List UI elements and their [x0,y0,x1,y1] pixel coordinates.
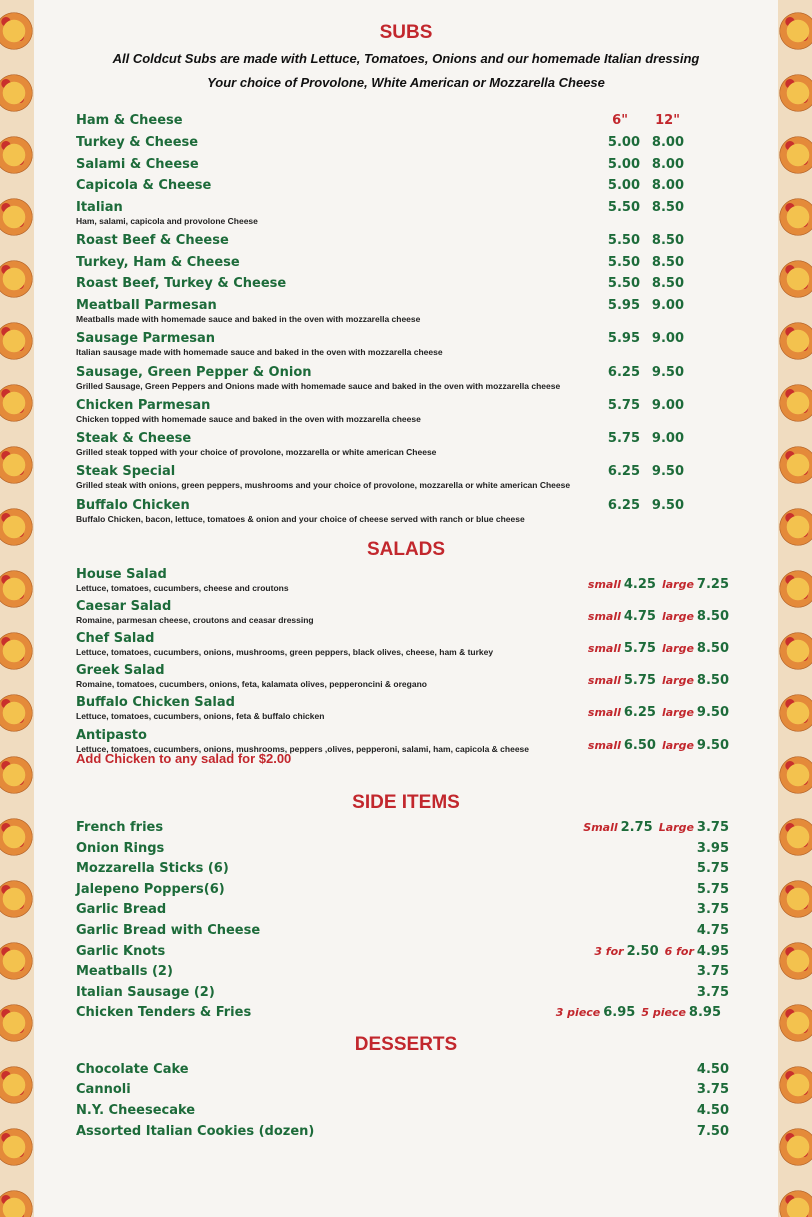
side-price-2: 8.95 [688,1005,721,1020]
dessert-price: 7.50 [696,1124,729,1139]
salad-item-desc: Lettuce, tomatoes, cucumbers, onions, mushrooms, peppers ,olives, pepperoni, salami, ham, capicola & cheese [76,744,529,754]
sub-item [76,431,732,458]
dessert-item-name: Assorted Italian Cookies (dozen) [76,1124,315,1139]
sub-item-name: Roast Beef, Turkey & Cheese [76,276,287,291]
sub-item-name: Turkey & Cheese [76,135,199,150]
dessert-item [76,1103,732,1119]
side-item-name: Chicken Tenders & Fries [76,1005,252,1020]
subs-note-2: Your choice of Provolone, White American or Mozzarella Cheese [207,75,605,90]
sub-item [76,200,732,227]
salad-item [76,695,732,722]
side-price-2: 4.75 [696,923,729,938]
side-label-2: 6 for [664,945,694,958]
sub-price-6: 6.25 [607,464,640,479]
salad-small-label: small [587,674,621,687]
salad-prices [588,673,729,689]
sub-price-12: 8.00 [651,157,684,172]
sub-price-12: 8.00 [651,178,684,193]
sub-item-name: Turkey, Ham & Cheese [76,255,240,270]
side-item-name: Italian Sausage (2) [76,985,215,1000]
salad-small-price: 5.75 [623,673,656,688]
side-prices [583,820,729,836]
sides-title: SIDE ITEMS [352,792,460,813]
sub-price-6: 6.25 [607,498,640,513]
salad-item-desc: Romaine, parmesan cheese, croutons and ceasar dressing [76,615,314,625]
sub-item-name: Italian [76,200,123,215]
dessert-item [76,1124,732,1140]
side-item-name: Jalepeno Poppers(6) [76,882,225,897]
salad-item-name: Antipasto [76,728,147,743]
salad-addon-note: Add Chicken to any salad for $2.00 [76,751,292,766]
dessert-price: 3.75 [696,1082,729,1097]
sub-price-6: 5.50 [607,255,640,270]
salad-small-label: small [587,578,621,591]
side-prices [697,882,729,898]
sub-item [76,135,732,151]
sub-item-desc: Buffalo Chicken, bacon, lettuce, tomatoes & onion and your choice of cheese served with ranch or blue cheese [76,514,525,524]
side-label-1: Small [583,821,618,834]
sub-item-name: Meatball Parmesan [76,298,217,313]
side-item [76,820,732,836]
sub-item-name: Sausage Parmesan [76,331,216,346]
salad-small-price: 5.75 [623,641,656,656]
side-item [76,985,732,1001]
side-price-2: 4.95 [696,944,729,959]
salad-small-price: 6.25 [623,705,656,720]
dessert-item-name: Chocolate Cake [76,1062,189,1077]
sub-item [76,157,732,173]
side-price-2: 3.75 [696,820,729,835]
salad-item-name: House Salad [76,567,167,582]
subs-note-1: All Coldcut Subs are made with Lettuce, Tomatoes, Onions and our homemade Italian dressing [112,51,700,66]
sub-item-desc: Grilled Sausage, Green Peppers and Onions made with homemade sauce and baked in the oven with mozzarella cheese [76,381,561,391]
salad-small-price: 4.25 [623,577,656,592]
sub-item-name: Sausage, Green Pepper & Onion [76,365,312,380]
sub-price-6: 5.75 [607,398,640,413]
salad-item-desc: Lettuce, tomatoes, cucumbers, cheese and croutons [76,583,289,593]
sub-item [76,398,732,425]
sub-item-desc: Grilled steak topped with your choice of provolone, mozzarella or white american Cheese [76,447,437,457]
salad-large-price: 8.50 [696,641,729,656]
sub-item [76,365,732,392]
salad-large-price: 8.50 [696,609,729,624]
sub-price-6: 5.00 [607,157,640,172]
dessert-item-name: N.Y. Cheesecake [76,1103,196,1118]
salad-large-label: large [661,706,694,719]
sub-item-desc: Grilled steak with onions, green peppers, mushrooms and your choice of provolone, mozzarella or white american Cheese [76,480,571,490]
salad-prices [588,738,729,754]
dessert-item [76,1082,732,1098]
salad-large-price: 9.50 [696,738,729,753]
side-item [76,923,732,939]
sub-item [76,276,732,292]
sub-price-12: 8.00 [651,135,684,150]
side-prices [697,964,729,980]
side-price-1: 2.75 [620,820,653,835]
salad-item-desc: Romaine, tomatoes, cucumbers, onions, feta, kalamata olives, pepperoncini & oregano [76,679,427,689]
side-price-2: 3.75 [696,964,729,979]
side-label-1: 3 for [594,945,624,958]
salad-large-price: 9.50 [696,705,729,720]
sub-item-desc: Meatballs made with homemade sauce and baked in the oven with mozzarella cheese [76,314,421,324]
sub-item [76,498,732,525]
sub-price-12: 9.50 [651,498,684,513]
side-item-name: Garlic Bread [76,902,167,917]
side-price-1: 2.50 [626,944,659,959]
salad-item [76,663,732,690]
side-item [76,944,732,960]
sub-item [76,178,732,194]
side-label-1: 3 piece [555,1006,601,1019]
desserts-title: DESSERTS [354,1034,458,1055]
sub-price-12: 9.50 [651,365,684,380]
sub-price-6: 5.95 [607,331,640,346]
dessert-price: 4.50 [696,1062,729,1077]
salad-item-desc: Lettuce, tomatoes, cucumbers, onions, mushrooms, green peppers, black olives, cheese, ham & turkey [76,647,494,657]
dessert-price: 4.50 [696,1103,729,1118]
side-item [76,861,732,877]
salad-small-label: small [587,739,621,752]
salad-large-price: 8.50 [696,673,729,688]
salad-small-label: small [587,706,621,719]
sub-item-name: Buffalo Chicken [76,498,190,513]
sub-item [76,331,732,358]
side-item-name: Mozzarella Sticks (6) [76,861,229,876]
side-item-name: Garlic Knots [76,944,166,959]
salad-prices [588,641,729,657]
sub-item-name: Ham & Cheese [76,113,183,128]
side-item [76,882,732,898]
side-prices [697,841,729,857]
size-6-label: 6" [612,113,628,128]
salad-small-label: small [587,610,621,623]
sub-item-name: Roast Beef & Cheese [76,233,229,248]
sub-price-6: 6.25 [607,365,640,380]
salad-item [76,567,732,594]
salad-prices [588,577,729,593]
sub-item-desc: Italian sausage made with homemade sauce and baked in the oven with mozzarella cheese [76,347,443,357]
side-prices [697,923,729,939]
salad-large-label: large [661,642,694,655]
side-price-1: 6.95 [603,1005,636,1020]
sub-item-desc: Ham, salami, capicola and provolone Cheese [76,216,258,226]
salad-small-price: 4.75 [623,609,656,624]
side-prices [697,861,729,877]
salad-item-name: Greek Salad [76,663,165,678]
salad-item-name: Caesar Salad [76,599,172,614]
salad-item-desc: Lettuce, tomatoes, cucumbers, onions, feta & buffalo chicken [76,711,325,721]
sub-price-12: 8.50 [651,233,684,248]
salad-item-name: Buffalo Chicken Salad [76,695,235,710]
side-prices [556,1005,721,1021]
sub-item-name: Salami & Cheese [76,157,199,172]
sub-item-name: Chicken Parmesan [76,398,211,413]
sub-price-12: 9.50 [651,464,684,479]
sub-price-12: 9.00 [651,431,684,446]
size-12-label: 12" [655,113,680,128]
sub-price-6: 5.50 [607,200,640,215]
side-label-2: Large [658,821,694,834]
sub-item [76,298,732,325]
side-item-name: Onion Rings [76,841,165,856]
sub-item-name: Steak Special [76,464,176,479]
side-prices [697,902,729,918]
salads-title: SALADS [366,539,446,560]
sub-price-12: 9.00 [651,398,684,413]
side-label-2: 5 piece [641,1006,686,1019]
salad-large-label: large [661,739,694,752]
salad-small-label: small [587,642,621,655]
salad-large-label: large [661,674,694,687]
salad-item [76,631,732,658]
subs-title: SUBS [379,22,433,43]
salad-item-name: Chef Salad [76,631,155,646]
dessert-item [76,1062,732,1078]
sub-price-12: 9.00 [651,331,684,346]
side-prices [697,985,729,1001]
side-price-2: 5.75 [696,882,729,897]
side-item [76,1005,732,1021]
salad-large-label: large [661,578,694,591]
sub-item [76,464,732,491]
side-price-2: 3.95 [696,841,729,856]
salad-prices [588,705,729,721]
salad-small-price: 6.50 [623,738,656,753]
side-price-2: 5.75 [696,861,729,876]
sub-price-6: 5.75 [607,431,640,446]
sub-price-12: 8.50 [651,200,684,215]
sub-price-12: 8.50 [651,255,684,270]
side-item-name: Garlic Bread with Cheese [76,923,261,938]
side-item [76,964,732,980]
salad-item [76,599,732,626]
side-item-name: French fries [76,820,164,835]
sub-item-name: Capicola & Cheese [76,178,212,193]
sub-item [76,233,732,249]
sub-price-6: 5.50 [607,276,640,291]
sub-price-6: 5.00 [607,178,640,193]
sub-price-12: 8.50 [651,276,684,291]
salad-prices [588,609,729,625]
side-price-2: 3.75 [696,902,729,917]
sub-price-12: 9.00 [651,298,684,313]
sub-item [76,255,732,271]
sub-item [76,113,732,129]
salad-large-price: 7.25 [696,577,729,592]
sub-item-desc: Chicken topped with homemade sauce and baked in the oven with mozzarella cheese [76,414,421,424]
sub-price-6: 5.00 [607,135,640,150]
side-item [76,841,732,857]
sub-price-6: 5.95 [607,298,640,313]
sub-price-6: 5.50 [607,233,640,248]
sub-item-name: Steak & Cheese [76,431,192,446]
side-item [76,902,732,918]
side-price-2: 3.75 [696,985,729,1000]
dessert-item-name: Cannoli [76,1082,131,1097]
salad-large-label: large [661,610,694,623]
side-prices [594,944,729,960]
side-item-name: Meatballs (2) [76,964,173,979]
